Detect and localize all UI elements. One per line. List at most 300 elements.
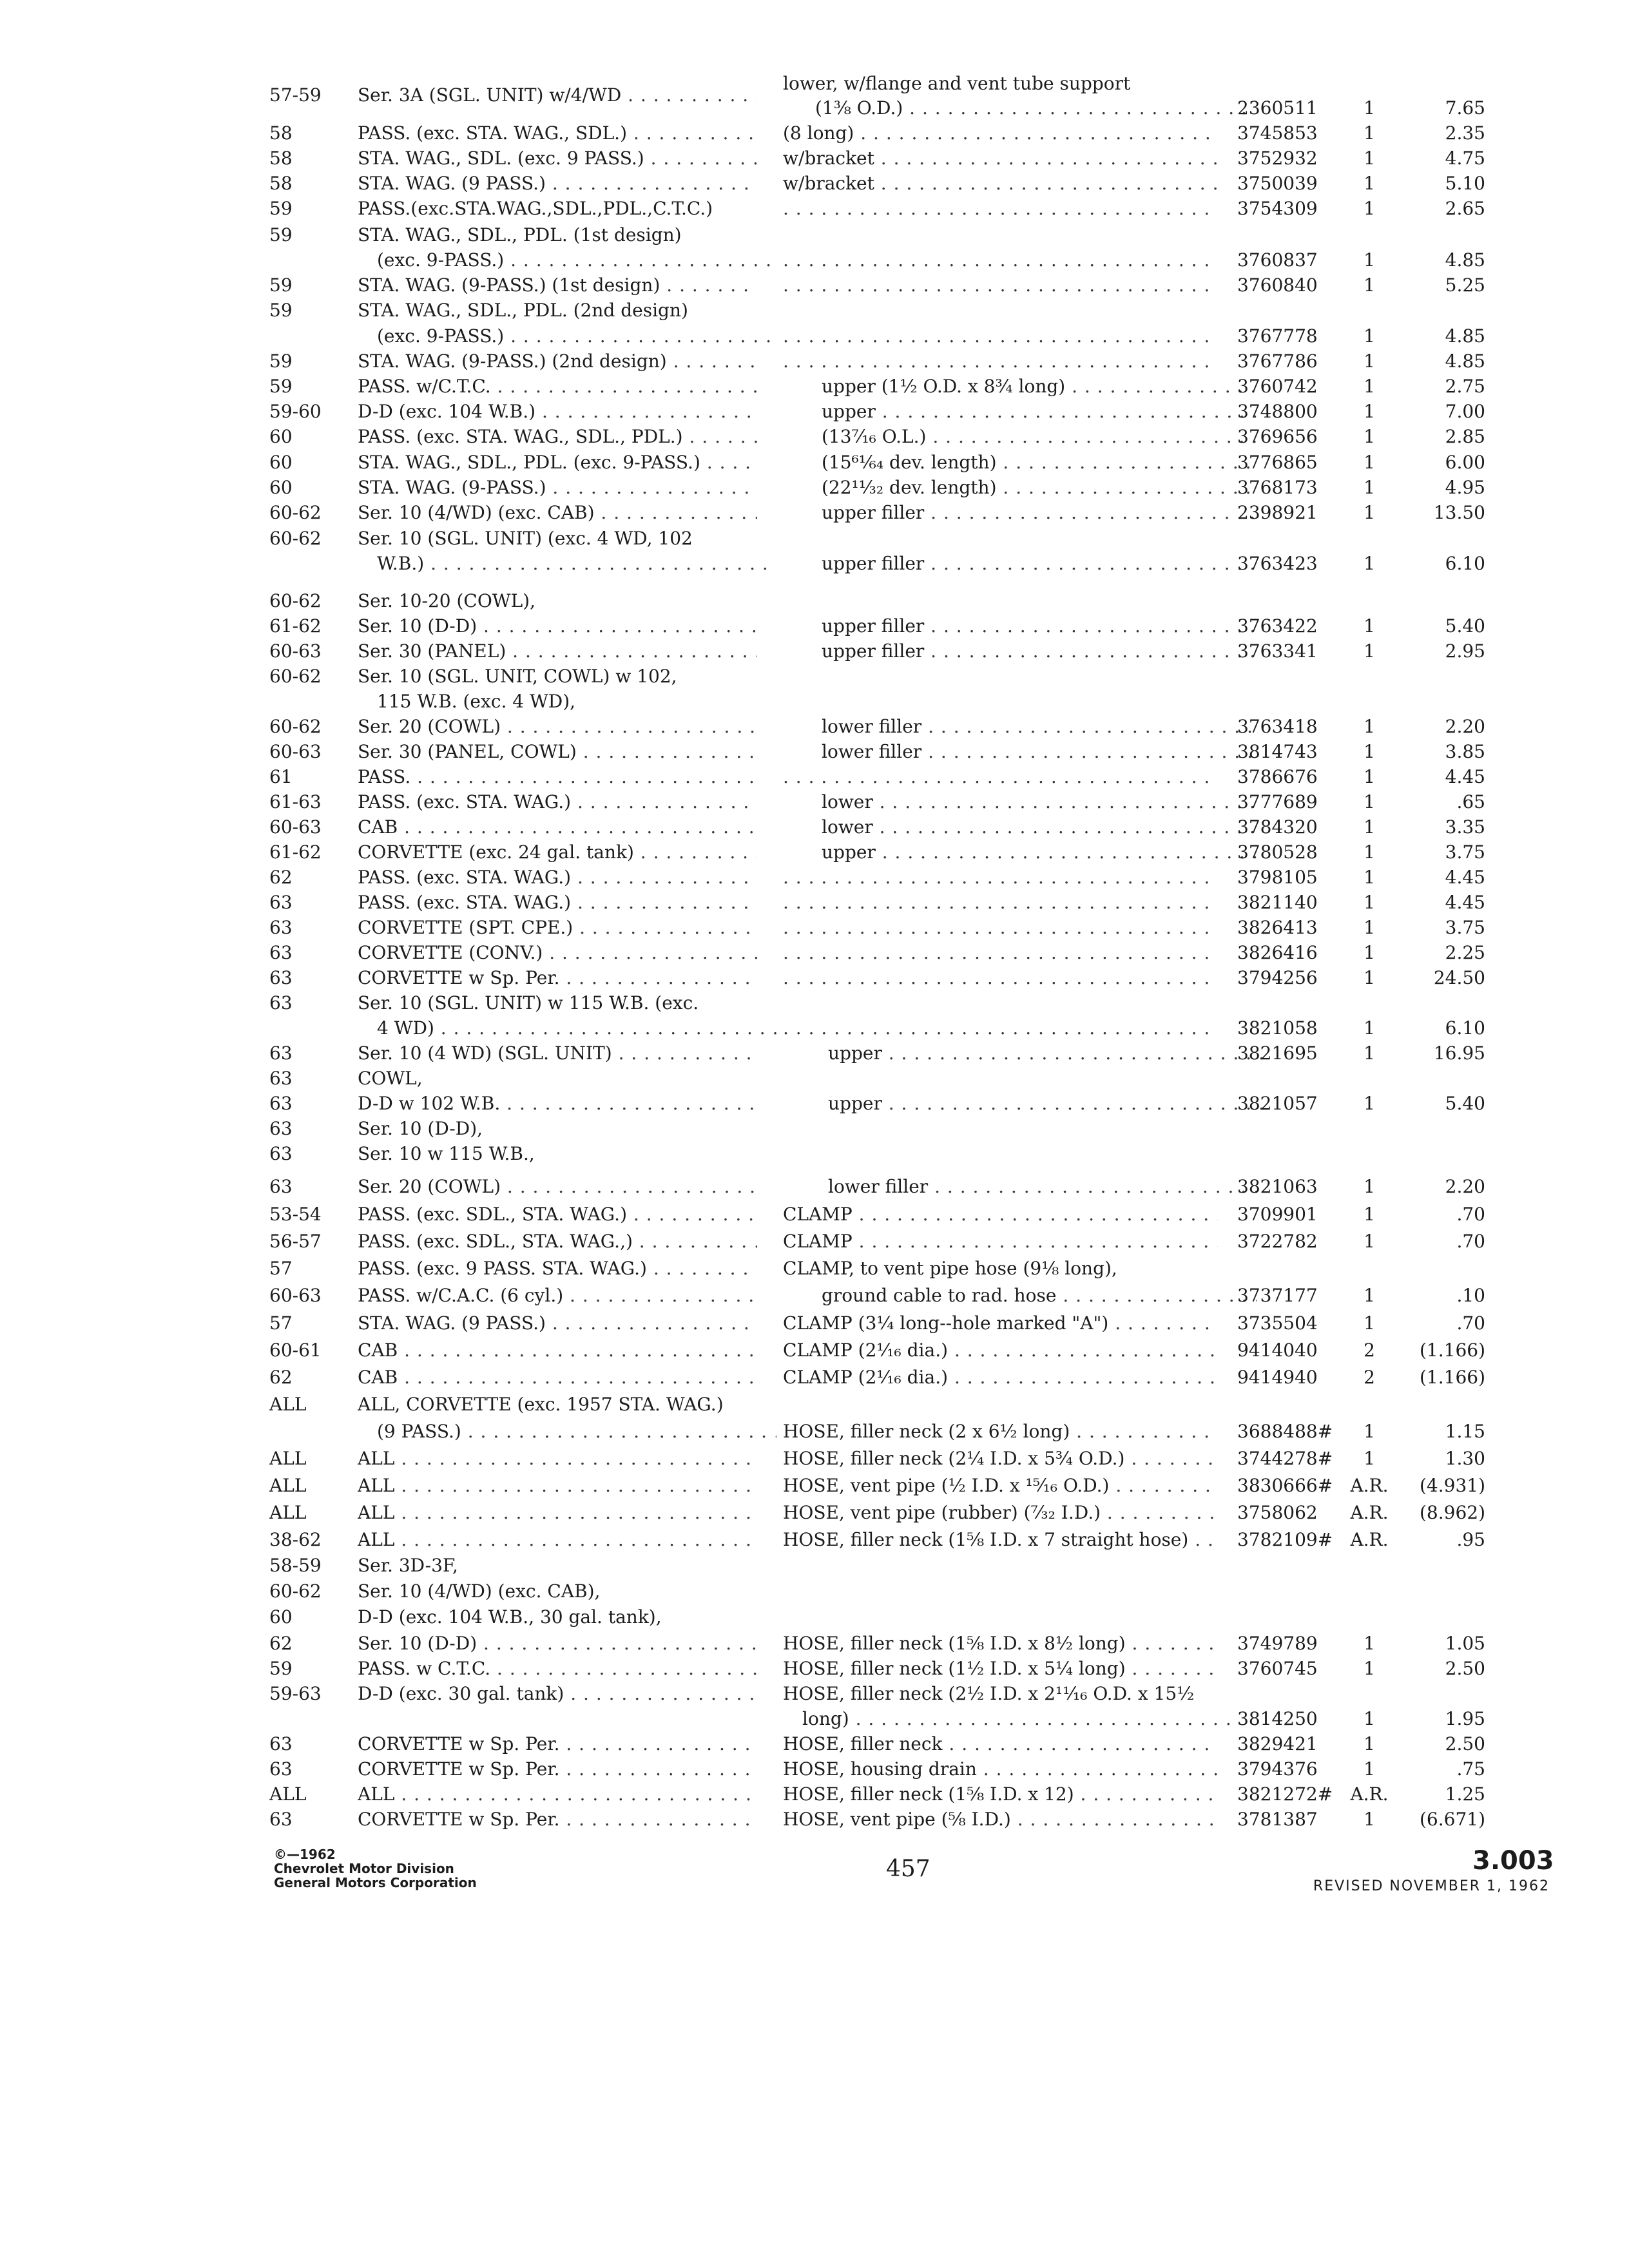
part-description: (22¹¹⁄₃₂ dev. length) . . . xyxy=(783,475,1257,501)
model-description: CORVETTE (SPT. CPE.) . . . xyxy=(358,915,757,941)
price: 5.25 xyxy=(1445,274,1485,296)
model-description: CORVETTE w Sp. Per. . . . xyxy=(358,1756,757,1782)
quantity: 1 xyxy=(1364,841,1375,863)
quantity: 1 xyxy=(1364,1448,1375,1469)
part-number: 3794256 xyxy=(1237,967,1318,988)
quantity: 1 xyxy=(1364,198,1375,219)
table-row xyxy=(0,551,1629,577)
quantity: 1 xyxy=(1364,917,1375,938)
model-year: 63 xyxy=(269,1809,293,1830)
publisher-division: Chevrolet Motor Division xyxy=(274,1861,454,1876)
part-number: 9414940 xyxy=(1237,1367,1318,1388)
table-row xyxy=(0,1706,1629,1732)
price: 2.35 xyxy=(1445,122,1485,144)
table-row xyxy=(0,1116,1629,1142)
part-description: upper filler . . . xyxy=(783,613,1257,639)
model-year: ALL xyxy=(269,1502,307,1523)
table-row xyxy=(0,814,1629,840)
price: 1.15 xyxy=(1445,1421,1485,1442)
model-description: Ser. 30 (PANEL, COWL) . . . xyxy=(358,739,757,765)
table-row xyxy=(0,1681,1629,1707)
model-description: STA. WAG. (9 PASS.) . . . xyxy=(358,171,757,197)
model-description: STA. WAG., SDL., PDL. (exc. 9-PASS.) . . . xyxy=(358,450,757,476)
quantity: 1 xyxy=(1364,1204,1375,1225)
model-year: 63 xyxy=(269,1043,293,1064)
table-row xyxy=(0,639,1629,664)
price: 4.45 xyxy=(1445,867,1485,888)
model-year: 60-63 xyxy=(269,1285,322,1306)
quantity: 2 xyxy=(1364,1367,1375,1388)
quantity: A.R. xyxy=(1350,1783,1389,1805)
model-year: 61 xyxy=(269,766,293,787)
part-description: upper . . . xyxy=(783,840,1257,865)
table-row xyxy=(0,764,1629,790)
model-description: CAB . . . xyxy=(358,814,757,840)
quantity: 1 xyxy=(1364,1421,1375,1442)
quantity: 1 xyxy=(1364,1093,1375,1114)
table-row xyxy=(0,1141,1629,1167)
model-year: 59 xyxy=(269,351,293,372)
price: 5.40 xyxy=(1445,615,1485,637)
part-number: 3821063 xyxy=(1237,1176,1318,1197)
price: 4.85 xyxy=(1445,325,1485,347)
quantity: 1 xyxy=(1364,1285,1375,1306)
part-description xyxy=(783,1015,1218,1041)
model-year: 60-63 xyxy=(269,741,322,762)
part-description: upper filler . . . xyxy=(783,551,1257,577)
model-year: 60-63 xyxy=(269,640,322,662)
model-year: 60 xyxy=(269,426,293,447)
part-description: upper (1½ O.D. x 8¾ long) . . . xyxy=(783,374,1257,399)
part-description xyxy=(783,349,1218,374)
table-row xyxy=(0,940,1629,966)
model-description: ALL, CORVETTE (exc. 1957 STA. WAG.) xyxy=(358,1394,724,1415)
quantity: 1 xyxy=(1364,816,1375,838)
model-description: (9 PASS.) . . . xyxy=(358,1419,776,1445)
price: .95 xyxy=(1456,1529,1485,1550)
part-number: 3769656 xyxy=(1237,426,1318,447)
price: 3.75 xyxy=(1445,917,1485,938)
model-description: STA. WAG., SDL., PDL. (1st design) xyxy=(358,224,682,245)
part-number: 3829421 xyxy=(1237,1733,1318,1754)
price: 4.45 xyxy=(1445,892,1485,913)
part-number: 3750039 xyxy=(1237,173,1318,194)
quantity: 1 xyxy=(1364,122,1375,144)
part-number: 3814743 xyxy=(1237,741,1318,762)
model-description: PASS. (exc. STA. WAG.) . . . xyxy=(358,890,757,916)
table-row xyxy=(0,1604,1629,1630)
quantity: 1 xyxy=(1364,867,1375,888)
part-number: 3688488# xyxy=(1237,1421,1333,1442)
part-number: 3821272# xyxy=(1237,1783,1333,1805)
part-number: 3821695 xyxy=(1237,1043,1318,1064)
table-row xyxy=(0,1731,1629,1757)
model-description: Ser. 20 (COWL) . . . xyxy=(358,714,757,740)
model-year: 60-62 xyxy=(269,528,322,549)
quantity: 1 xyxy=(1364,615,1375,637)
model-description: CAB . . . xyxy=(358,1338,757,1363)
table-row xyxy=(0,1782,1629,1807)
table-row xyxy=(0,840,1629,865)
model-description: Ser. 10 (D-D) . . . xyxy=(358,613,757,639)
part-description: HOSE, filler neck (2¼ I.D. x 5¾ O.D.) . . . xyxy=(783,1446,1218,1472)
part-description: HOSE, filler neck (2 x 6½ long) . . . xyxy=(783,1419,1218,1445)
model-description: PASS. (exc. SDL., STA. WAG.) . . . xyxy=(358,1202,757,1227)
table-row xyxy=(0,1066,1629,1091)
model-description: PASS. (exc. STA. WAG.) . . . xyxy=(358,865,757,890)
model-year: 56-57 xyxy=(269,1231,322,1252)
price: 2.20 xyxy=(1445,1176,1485,1197)
table-row xyxy=(0,1091,1629,1117)
table-row xyxy=(0,1579,1629,1604)
part-number: 3821057 xyxy=(1237,1093,1318,1114)
model-year: 63 xyxy=(269,1758,293,1780)
model-description: Ser. 10 w 115 W.B., xyxy=(358,1143,535,1164)
part-number: 3748800 xyxy=(1237,401,1318,422)
table-row xyxy=(0,71,1629,97)
model-description: Ser. 3D-3F, xyxy=(358,1555,458,1576)
part-number: 3798105 xyxy=(1237,867,1318,888)
part-number: 3763422 xyxy=(1237,615,1318,637)
price: 3.35 xyxy=(1445,816,1485,838)
model-year: 59 xyxy=(269,198,293,219)
table-row xyxy=(0,1256,1629,1282)
part-description: HOSE, filler neck (1⅝ I.D. x 7 straight hose) . . . xyxy=(783,1527,1218,1553)
model-description: Ser. 10 (SGL. UNIT) (exc. 4 WD, 102 xyxy=(358,528,693,549)
part-description: ground cable to rad. hose . . . xyxy=(783,1283,1257,1309)
part-number: 3754309 xyxy=(1237,198,1318,219)
model-description: Ser. 10 (4/WD) (exc. CAB), xyxy=(358,1581,601,1602)
quantity: 1 xyxy=(1364,1758,1375,1780)
table-row xyxy=(0,374,1629,399)
table-row xyxy=(0,146,1629,171)
table-row xyxy=(0,1419,1629,1445)
table-row xyxy=(0,424,1629,450)
part-number: 9414040 xyxy=(1237,1340,1318,1361)
part-description: (13⁷⁄₁₆ O.L.) . . . xyxy=(783,424,1257,450)
table-row xyxy=(0,664,1629,689)
model-description: STA. WAG. (9 PASS.) . . . xyxy=(358,1311,757,1336)
quantity: 2 xyxy=(1364,1340,1375,1361)
table-row xyxy=(0,1311,1629,1336)
table-row xyxy=(0,273,1629,298)
quantity: A.R. xyxy=(1350,1475,1389,1496)
quantity: 1 xyxy=(1364,249,1375,271)
quantity: 1 xyxy=(1364,791,1375,812)
price: 2.25 xyxy=(1445,942,1485,963)
model-description: D-D (exc. 104 W.B.) . . . xyxy=(358,399,757,425)
part-description: upper . . . xyxy=(783,1041,1263,1066)
model-description: Ser. 10 (4/WD) (exc. CAB) . . . xyxy=(358,500,757,526)
model-year: 60-62 xyxy=(269,666,322,687)
price: 5.10 xyxy=(1445,173,1485,194)
table-row xyxy=(0,739,1629,765)
table-row xyxy=(0,450,1629,476)
part-description: w/bracket . . . xyxy=(783,146,1218,171)
table-row xyxy=(0,1631,1629,1657)
price: 2.65 xyxy=(1445,198,1485,219)
model-description: Ser. 20 (COWL) . . . xyxy=(358,1174,757,1200)
model-year: 62 xyxy=(269,1367,293,1388)
part-number: 3760840 xyxy=(1237,274,1318,296)
part-description xyxy=(783,247,1218,273)
part-description xyxy=(783,323,1218,349)
part-number: 3776865 xyxy=(1237,452,1318,473)
model-description: CORVETTE (CONV.) . . . xyxy=(358,940,757,966)
price: 2.50 xyxy=(1445,1733,1485,1754)
model-year: 60 xyxy=(269,1606,293,1628)
model-year: 60 xyxy=(269,452,293,473)
model-year: 59-60 xyxy=(269,401,322,422)
price: 1.25 xyxy=(1445,1783,1485,1805)
model-description: Ser. 10 (SGL. UNIT) w 115 W.B. (exc. xyxy=(358,992,699,1014)
model-description: PASS. (exc. SDL., STA. WAG.,) . . . xyxy=(358,1229,757,1254)
model-year: 58 xyxy=(269,122,293,144)
part-number: 3722782 xyxy=(1237,1231,1318,1252)
part-description: upper filler . . . xyxy=(783,639,1257,664)
part-number: 3763418 xyxy=(1237,716,1318,737)
price: 6.10 xyxy=(1445,1017,1485,1039)
price: 4.75 xyxy=(1445,148,1485,169)
table-row xyxy=(0,689,1629,715)
quantity: 1 xyxy=(1364,173,1375,194)
part-description: HOSE, vent pipe (½ I.D. x ¹⁵⁄₁₆ O.D.) . . . xyxy=(783,1473,1218,1499)
table-row xyxy=(0,526,1629,552)
part-description: lower filler . . . xyxy=(783,739,1257,765)
model-description: 4 WD) . . . xyxy=(358,1015,776,1041)
quantity: 1 xyxy=(1364,97,1375,119)
price: 5.40 xyxy=(1445,1093,1485,1114)
model-year: 59 xyxy=(269,1658,293,1679)
table-row xyxy=(0,171,1629,197)
price: 2.20 xyxy=(1445,716,1485,737)
part-number: 3709901 xyxy=(1237,1204,1318,1225)
part-description: lower . . . xyxy=(783,789,1257,815)
model-year: 53-54 xyxy=(269,1204,322,1225)
part-number: 3735504 xyxy=(1237,1312,1318,1334)
table-row xyxy=(0,1338,1629,1363)
model-year: 60-62 xyxy=(269,1581,322,1602)
model-description: CORVETTE w Sp. Per. . . . xyxy=(358,965,757,991)
model-description: PASS. w C.T.C. . . . xyxy=(358,1656,757,1682)
model-description: ALL . . . xyxy=(358,1782,757,1807)
price: 4.85 xyxy=(1445,249,1485,271)
part-number: 3794376 xyxy=(1237,1758,1318,1780)
table-row xyxy=(0,323,1629,349)
table-row xyxy=(0,613,1629,639)
model-description: ALL . . . xyxy=(358,1446,757,1472)
price: 1.95 xyxy=(1445,1708,1485,1729)
price: 1.30 xyxy=(1445,1448,1485,1469)
part-description: long) . . . xyxy=(783,1706,1237,1732)
model-year: 59 xyxy=(269,300,293,321)
model-description: 115 W.B. (exc. 4 WD), xyxy=(377,691,576,712)
part-number: 3781387 xyxy=(1237,1809,1318,1830)
page-number: 457 xyxy=(886,1856,930,1882)
model-year: 61-62 xyxy=(269,841,322,863)
part-description xyxy=(783,965,1218,991)
table-row xyxy=(0,1041,1629,1066)
model-description: Ser. 30 (PANEL) . . . xyxy=(358,639,757,664)
model-year: 59 xyxy=(269,224,293,245)
part-description xyxy=(783,764,1218,790)
model-year: 60-61 xyxy=(269,1340,322,1361)
model-year: 63 xyxy=(269,942,293,963)
model-year: 63 xyxy=(269,1143,293,1164)
part-number: 3821140 xyxy=(1237,892,1318,913)
model-year: 63 xyxy=(269,1093,293,1114)
table-row xyxy=(0,247,1629,273)
model-description: PASS. (exc. STA. WAG., SDL.) . . . xyxy=(358,120,757,146)
model-description: CORVETTE w Sp. Per. . . . xyxy=(358,1731,757,1757)
table-row xyxy=(0,95,1629,121)
model-year: 63 xyxy=(269,917,293,938)
model-description: ALL . . . xyxy=(358,1500,757,1526)
table-row xyxy=(0,1527,1629,1553)
model-year: ALL xyxy=(269,1394,307,1415)
part-number: 3737177 xyxy=(1237,1285,1318,1306)
model-description: W.B.) . . . xyxy=(358,551,776,577)
table-row xyxy=(0,298,1629,323)
part-number: 3760742 xyxy=(1237,376,1318,397)
price: (6.671) xyxy=(1419,1809,1485,1830)
table-row xyxy=(0,120,1629,146)
model-description: COWL, xyxy=(358,1068,423,1089)
part-description xyxy=(783,865,1218,890)
model-year: ALL xyxy=(269,1475,307,1496)
quantity: 1 xyxy=(1364,148,1375,169)
part-description: CLAMP . . . xyxy=(783,1202,1218,1227)
part-description: (15⁶¹⁄₆₄ dev. length) . . . xyxy=(783,450,1257,476)
model-description: PASS. . . . xyxy=(358,764,757,790)
price: 2.85 xyxy=(1445,426,1485,447)
model-description: Ser. 10 (4 WD) (SGL. UNIT) . . . xyxy=(358,1041,757,1066)
price: 16.95 xyxy=(1433,1043,1485,1064)
price: 7.00 xyxy=(1445,401,1485,422)
part-number: 3830666# xyxy=(1237,1475,1333,1496)
model-year: 63 xyxy=(269,892,293,913)
part-number: 3758062 xyxy=(1237,1502,1318,1523)
model-description: ALL . . . xyxy=(358,1527,757,1553)
quantity: 1 xyxy=(1364,325,1375,347)
model-year: 60-62 xyxy=(269,502,322,523)
price: 4.95 xyxy=(1445,477,1485,498)
table-row xyxy=(0,890,1629,916)
model-description: (exc. 9-PASS.) . . . xyxy=(358,247,776,273)
price: 3.75 xyxy=(1445,841,1485,863)
model-year: 58-59 xyxy=(269,1555,322,1576)
table-row xyxy=(0,1229,1629,1254)
table-row xyxy=(0,196,1629,222)
part-number: 3826416 xyxy=(1237,942,1318,963)
part-description xyxy=(783,890,1218,916)
quantity: 1 xyxy=(1364,1043,1375,1064)
quantity: 1 xyxy=(1364,640,1375,662)
revision-date: REVISED NOVEMBER 1, 1962 xyxy=(1313,1878,1550,1894)
model-description: Ser. 10 (D-D), xyxy=(358,1118,483,1139)
part-description: HOSE, filler neck (1⅝ I.D. x 8½ long) . . . xyxy=(783,1631,1218,1657)
part-number: 3826413 xyxy=(1237,917,1318,938)
table-row xyxy=(0,1756,1629,1782)
model-description: D-D w 102 W.B. . . . xyxy=(358,1091,757,1117)
quantity: A.R. xyxy=(1350,1529,1389,1550)
model-year: 60-62 xyxy=(269,716,322,737)
model-description: Ser. 10-20 (COWL), xyxy=(358,590,535,611)
quantity: 1 xyxy=(1364,477,1375,498)
part-description xyxy=(783,940,1218,966)
price: 2.75 xyxy=(1445,376,1485,397)
price: .75 xyxy=(1456,1758,1485,1780)
model-year: 38-62 xyxy=(269,1529,322,1550)
quantity: 1 xyxy=(1364,401,1375,422)
price: 4.45 xyxy=(1445,766,1485,787)
part-description xyxy=(783,273,1218,298)
part-description: HOSE, vent pipe (⅝ I.D.) . . . xyxy=(783,1807,1218,1832)
quantity: 1 xyxy=(1364,376,1375,397)
quantity: 1 xyxy=(1364,452,1375,473)
model-year: 58 xyxy=(269,148,293,169)
price: 2.95 xyxy=(1445,640,1485,662)
price: 6.10 xyxy=(1445,553,1485,574)
table-row xyxy=(0,1553,1629,1579)
model-year: 59-63 xyxy=(269,1683,322,1704)
table-row xyxy=(0,588,1629,614)
model-year: 59 xyxy=(269,376,293,397)
model-year: 60 xyxy=(269,477,293,498)
quantity: 1 xyxy=(1364,1809,1375,1830)
part-description: CLAMP (2¹⁄₁₆ dia.) . . . xyxy=(783,1338,1218,1363)
part-number: 3821058 xyxy=(1237,1017,1318,1039)
table-row xyxy=(0,990,1629,1016)
part-number: 3749789 xyxy=(1237,1633,1318,1654)
publisher-corporation: General Motors Corporation xyxy=(274,1875,477,1890)
table-row xyxy=(0,1446,1629,1472)
part-description: (1⅜ O.D.) . . . xyxy=(783,95,1250,121)
model-description: STA. WAG. (9-PASS.) (1st design) . . . xyxy=(358,273,757,298)
part-number: 3784320 xyxy=(1237,816,1318,838)
quantity: 1 xyxy=(1364,351,1375,372)
model-year: 59 xyxy=(269,274,293,296)
table-row xyxy=(0,1202,1629,1227)
part-number: 2360511 xyxy=(1237,97,1318,119)
part-description: CLAMP, to vent pipe hose (9⅛ long), xyxy=(783,1258,1117,1279)
part-number: 3767778 xyxy=(1237,325,1318,347)
quantity: 1 xyxy=(1364,1312,1375,1334)
price: (8.962) xyxy=(1419,1502,1485,1523)
model-year: 57 xyxy=(269,1258,293,1279)
model-description: STA. WAG. (9-PASS.) (2nd design) . . . xyxy=(358,349,757,374)
quantity: 1 xyxy=(1364,426,1375,447)
model-year: 62 xyxy=(269,867,293,888)
quantity: 1 xyxy=(1364,1176,1375,1197)
table-row xyxy=(0,500,1629,526)
table-row xyxy=(0,349,1629,374)
table-row xyxy=(0,399,1629,425)
part-number: 3745853 xyxy=(1237,122,1318,144)
price: 4.85 xyxy=(1445,351,1485,372)
model-year: ALL xyxy=(269,1783,307,1805)
model-year: ALL xyxy=(269,1448,307,1469)
part-number: 3760837 xyxy=(1237,249,1318,271)
price: 13.50 xyxy=(1433,502,1485,523)
part-number: 3767786 xyxy=(1237,351,1318,372)
part-description: lower filler . . . xyxy=(783,714,1257,740)
quantity: 1 xyxy=(1364,942,1375,963)
model-year: 63 xyxy=(269,1068,293,1089)
part-number: 2398921 xyxy=(1237,502,1318,523)
quantity: 1 xyxy=(1364,1633,1375,1654)
price: .70 xyxy=(1456,1204,1485,1225)
